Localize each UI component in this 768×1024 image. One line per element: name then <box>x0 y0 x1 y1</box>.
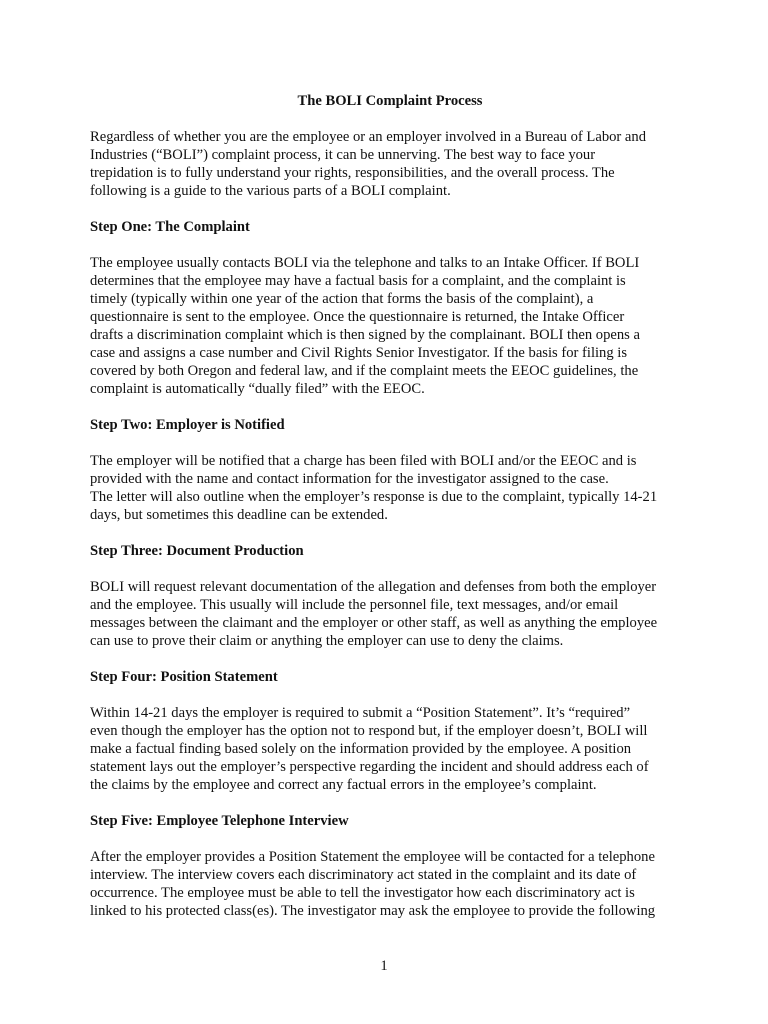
paragraph-line: Industries (“BOLI”) complaint process, it can be unnerving. The best way to face your <box>90 147 596 163</box>
intro-paragraph <box>90 128 690 200</box>
paragraph-line: and the employee. This usually will include the personnel file, text messages, and/or email <box>90 597 619 613</box>
paragraph-line: linked to his protected class(es). The investigator may ask the employee to provide the following <box>90 903 656 919</box>
paragraph-line: days, but sometimes this deadline can be extended. <box>90 507 388 523</box>
paragraph-line: can use to prove their claim or anything the employer can use to deny the claims. <box>90 633 564 649</box>
paragraph-line: Regardless of whether you are the employee or an employer involved in a Bureau of Labor and <box>90 129 646 145</box>
section-heading-step-four: Step Four: Position Statement <box>90 669 278 685</box>
paragraph-line: BOLI will request relevant documentation of the allegation and defenses from both the employer <box>90 579 657 595</box>
section-heading-step-two: Step Two: Employer is Notified <box>90 417 285 433</box>
paragraph-line: messages between the claimant and the employer or other staff, as well as anything the employee <box>90 615 658 631</box>
paragraph-line: After the employer provides a Position Statement the employee will be contacted for a telephone <box>90 849 655 865</box>
paragraph-line: trepidation is to fully understand your rights, responsibilities, and the overall process. The <box>90 165 615 181</box>
paragraph-line: The employer will be notified that a charge has been filed with BOLI and/or the EEOC and is <box>90 453 637 469</box>
section-body-step-two <box>90 452 690 524</box>
paragraph-line: provided with the name and contact information for the investigator assigned to the case. <box>90 471 609 487</box>
page-number: 1 <box>380 958 388 974</box>
paragraph-line: determines that the employee may have a factual basis for a complaint, and the complaint is <box>90 273 626 289</box>
paragraph-line: the claims by the employee and correct any factual errors in the employee’s complaint. <box>90 777 597 793</box>
paragraph-line: case and assigns a case number and Civil Rights Senior Investigator. If the basis for filing is <box>90 345 628 361</box>
paragraph-line: complaint is automatically “dually filed” with the EEOC. <box>90 381 425 397</box>
document-page <box>90 92 690 938</box>
paragraph-line: questionnaire is sent to the employee. Once the questionnaire is returned, the Intake Officer <box>90 309 625 325</box>
paragraph-line: covered by both Oregon and federal law, and if the complaint meets the EEOC guidelines, the <box>90 363 639 379</box>
section-heading-step-one: Step One: The Complaint <box>90 219 250 235</box>
section-body-step-one <box>90 254 690 398</box>
paragraph-line: The employee usually contacts BOLI via the telephone and talks to an Intake Officer. If BOLI <box>90 255 640 271</box>
paragraph-line: Within 14-21 days the employer is required to submit a “Position Statement”. It’s “required” <box>90 705 631 721</box>
paragraph-line: The letter will also outline when the employer’s response is due to the complaint, typically 14-21 <box>90 489 658 505</box>
section-body-step-four <box>90 704 690 794</box>
section-body-step-five <box>90 848 690 920</box>
paragraph-line: interview. The interview covers each discriminatory act stated in the complaint and its date of <box>90 867 637 883</box>
section-heading-step-three: Step Three: Document Production <box>90 543 304 559</box>
paragraph-line: make a factual finding based solely on the information provided by the employee. A position <box>90 741 632 757</box>
paragraph-line: occurrence. The employee must be able to tell the investigator how each discriminatory act is <box>90 885 635 901</box>
section-body-step-three <box>90 578 690 650</box>
document-title: The BOLI Complaint Process <box>297 93 483 109</box>
paragraph-line: even though the employer has the option not to respond but, if the employer doesn’t, BOLI will <box>90 723 648 739</box>
section-heading-step-five: Step Five: Employee Telephone Interview <box>90 813 349 829</box>
paragraph-line: following is a guide to the various parts of a BOLI complaint. <box>90 183 451 199</box>
paragraph-line: timely (typically within one year of the action that forms the basis of the complaint), a <box>90 291 594 307</box>
paragraph-line: drafts a discrimination complaint which is then signed by the complainant. BOLI then opens a <box>90 327 640 343</box>
paragraph-line: statement lays out the employer’s perspective regarding the incident and should address each of <box>90 759 649 775</box>
